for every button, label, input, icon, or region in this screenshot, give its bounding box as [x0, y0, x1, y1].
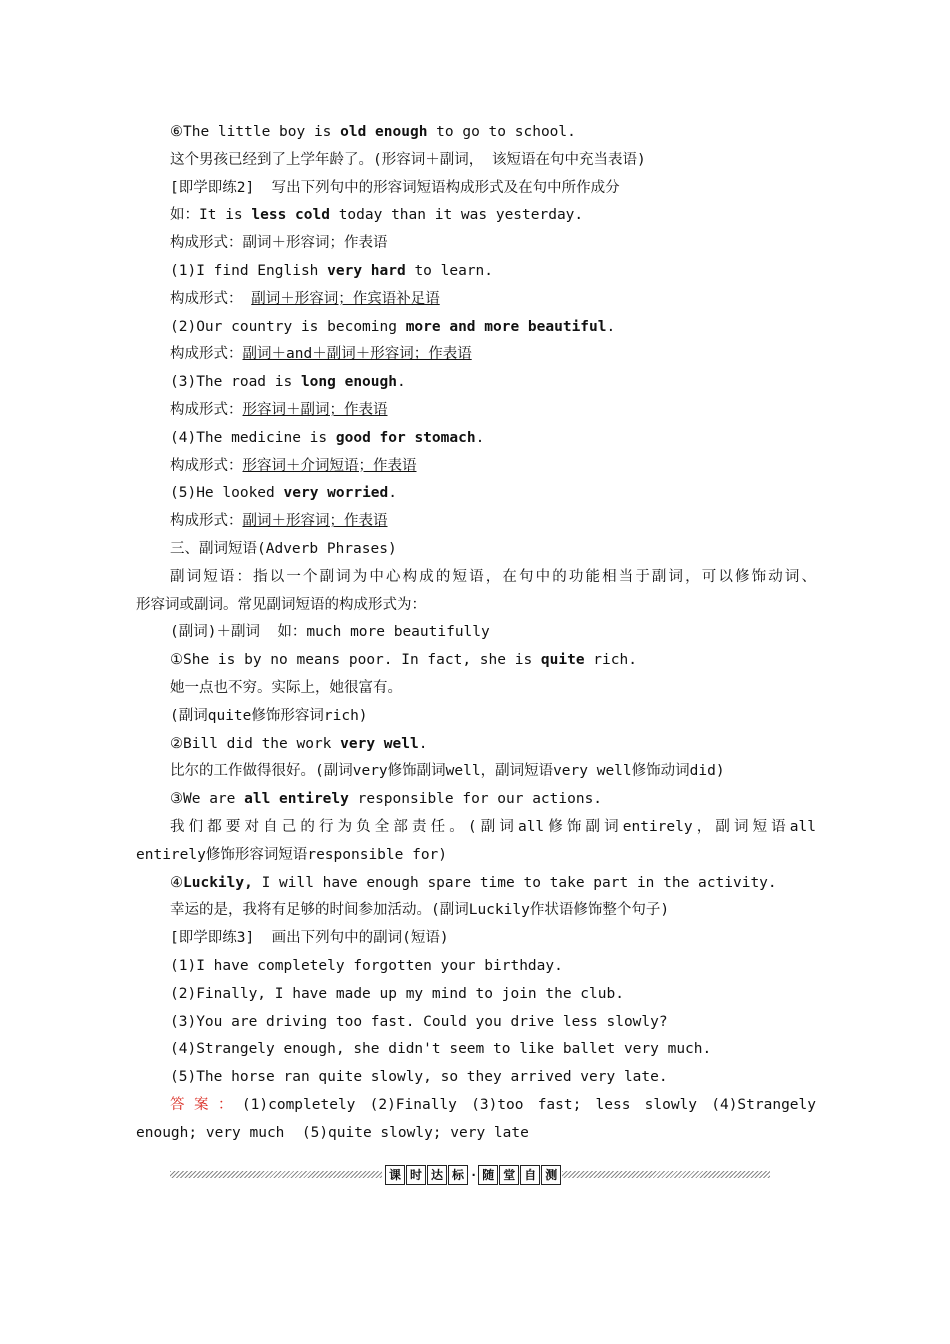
text-line: [136, 731, 816, 759]
text-run: 形容词＋副词；作表语: [242, 401, 388, 418]
text-run: 她一点也不穷。实际上，她很富有。: [170, 679, 402, 696]
text-line: [136, 341, 816, 369]
text-line: [136, 675, 816, 703]
text-line: [136, 564, 816, 592]
banner-char: 测: [541, 1165, 561, 1185]
text-run: [即学即练3] 画出下列句中的副词(短语): [170, 930, 449, 947]
text-line: [136, 119, 816, 147]
text-line: [136, 175, 816, 203]
text-run: (副词quite修饰形容词rich): [170, 707, 368, 724]
text-run: good for stomach: [335, 429, 476, 446]
text-line: [136, 258, 816, 286]
text-line: [136, 897, 816, 925]
text-run: .: [388, 485, 397, 502]
text-run: 构成形式：: [170, 457, 243, 474]
section-banner: [170, 1164, 770, 1186]
text-line: [136, 453, 816, 481]
text-run: (4)Strangely enough, she didn't seem to like ballet very much.: [170, 1041, 712, 1058]
text-run: less cold: [251, 207, 330, 224]
text-run: 构成形式：: [170, 401, 243, 418]
text-run: ①She is by no means poor. In fact, she is: [170, 652, 541, 669]
text-run: (4)The medicine is: [170, 429, 336, 446]
text-run: 形容词＋介词短语；作表语: [242, 457, 417, 474]
text-run: (副词)＋副词 如：much more beautifully: [170, 624, 490, 641]
banner-hatch-right: [562, 1171, 770, 1178]
text-run: .: [418, 735, 428, 752]
text-line: [136, 1092, 816, 1120]
text-run: .: [396, 374, 406, 391]
text-run: enough; very much (5)quite slowly; very late: [136, 1124, 529, 1141]
text-line: [136, 814, 816, 842]
document-body: [136, 119, 816, 1147]
text-run: [即学即练2] 写出下列句中的形容词短语构成形式及在句中所作成分: [170, 179, 620, 196]
text-run: quite: [540, 652, 585, 669]
text-run: ②Bill did the work: [170, 735, 341, 752]
banner-char: 达: [427, 1165, 447, 1185]
text-line: [136, 981, 816, 1009]
text-run: 副词短语：指以一个副词为中心构成的短语，在句中的功能相当于副词，可以修饰动词、: [170, 568, 816, 585]
text-line: [136, 786, 816, 814]
text-run: to go to school.: [427, 124, 576, 140]
text-line: [136, 536, 816, 564]
text-run: very well: [340, 735, 419, 752]
text-run: long enough: [300, 374, 397, 391]
text-line: [136, 397, 816, 425]
text-run: 构成形式：: [170, 346, 243, 363]
text-line: [136, 953, 816, 981]
text-run: 构成形式：: [170, 513, 243, 530]
text-run: 副词＋形容词；作表语: [242, 513, 388, 530]
text-run: (3)You are driving too fast. Could you drive less slowly?: [170, 1013, 668, 1030]
text-line: [136, 314, 816, 342]
text-run: entirely修饰形容词短语responsible for): [136, 846, 448, 863]
text-run: 三、副词短语(Adverb Phrases): [170, 540, 397, 557]
text-line: [136, 425, 816, 453]
text-run: (3)The road is: [170, 374, 301, 391]
text-line: [136, 202, 816, 230]
text-run: (2)Our country is becoming: [170, 318, 406, 335]
text-run: (2)Finally, I have made up my mind to join the club.: [170, 985, 624, 1002]
banner-char: 时: [406, 1165, 426, 1185]
text-line: [136, 369, 816, 397]
text-run: 如：It is: [170, 207, 252, 224]
text-run: Luckily,: [183, 874, 253, 891]
text-run: (5)He looked: [170, 485, 284, 502]
banner-char: 课: [385, 1165, 405, 1185]
text-run: 形容词或副词。常见副词短语的构成形式为：: [136, 596, 426, 613]
text-line: [136, 925, 816, 953]
text-run: very hard: [327, 262, 406, 279]
text-line: [136, 1009, 816, 1037]
text-line: [136, 480, 816, 508]
text-run: ③We are: [170, 791, 245, 808]
text-run: I will have enough spare time to take part in the activity.: [252, 874, 777, 891]
banner-char: 随: [478, 1165, 498, 1185]
text-run: 我们都要对自己的行为负全部责任。(副词all修饰副词entirely，副词短语all: [170, 818, 816, 835]
text-run: (1)I have completely forgotten your birthday.: [170, 957, 563, 974]
text-run: 这个男孩已经到了上学年龄了。(形容词＋副词， 该短语在句中充当表语): [170, 151, 646, 168]
text-run: more and more beautiful: [405, 318, 607, 335]
text-run: 副词＋and＋副词＋形容词；作表语: [242, 346, 472, 363]
text-run: rich.: [584, 652, 637, 669]
text-run: old enough: [340, 124, 428, 140]
text-line: [136, 592, 816, 620]
banner-separator: ·: [470, 1168, 478, 1182]
text-run: ④: [170, 874, 183, 891]
answer-label: 答案：: [170, 1096, 242, 1113]
text-run: responsible for our actions.: [348, 791, 603, 808]
banner-char: 堂: [499, 1165, 519, 1185]
text-run: .: [475, 429, 485, 446]
banner-char: 标: [448, 1165, 468, 1185]
text-run: ⑥The little boy is: [170, 124, 341, 140]
text-run: .: [606, 318, 616, 335]
text-line: [136, 619, 816, 647]
text-line: [136, 1036, 816, 1064]
text-run: 构成形式：副词＋形容词；作表语: [170, 235, 388, 252]
banner-hatch-left: [170, 1171, 382, 1178]
text-line: [136, 508, 816, 536]
banner-char: 自: [520, 1165, 540, 1185]
text-line: [136, 870, 816, 898]
text-line: [136, 230, 816, 258]
text-run: 构成形式：: [170, 290, 252, 307]
banner-title: [385, 1164, 562, 1186]
text-line: [136, 1120, 816, 1148]
text-line: [136, 758, 816, 786]
text-line: [136, 703, 816, 731]
text-run: very worried: [283, 485, 389, 502]
text-run: to learn.: [405, 262, 494, 279]
text-line: [136, 1064, 816, 1092]
text-run: (5)The horse ran quite slowly, so they arrived very late.: [170, 1069, 668, 1086]
text-run: today than it was yesterday.: [329, 207, 584, 224]
text-run: 比尔的工作做得很好。(副词very修饰副词well，副词短语very well修饰动词did): [170, 763, 725, 780]
text-line: [136, 286, 816, 314]
text-run: (1)I find English: [170, 262, 328, 279]
text-run: (1)completely (2)Finally (3)too fast; less slowly (4)Strangely: [241, 1096, 816, 1113]
text-line: [136, 647, 816, 675]
text-run: 幸运的是，我将有足够的时间参加活动。(副词Luckily作状语修饰整个句子): [170, 902, 670, 919]
text-line: [136, 842, 816, 870]
text-run: 副词＋形容词；作宾语补足语: [251, 290, 440, 307]
text-run: all entirely: [244, 791, 349, 808]
text-line: [136, 147, 816, 175]
